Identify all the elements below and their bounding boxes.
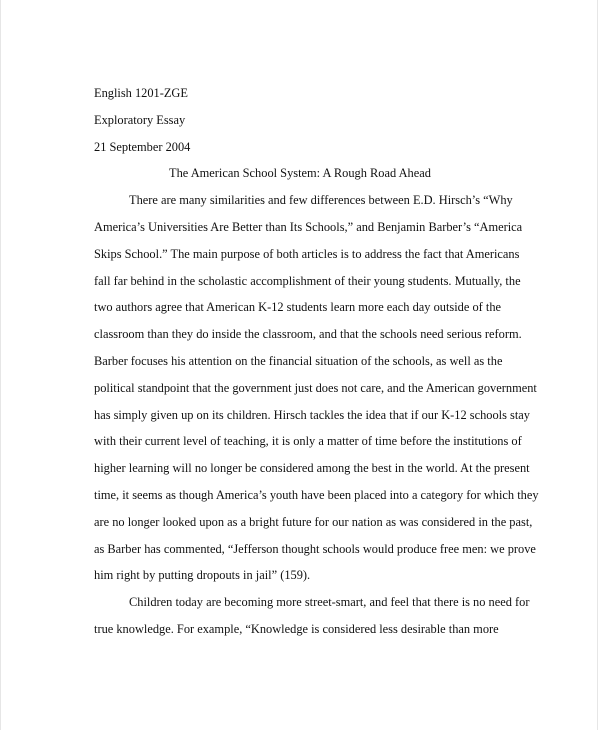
paragraph-line: two authors agree that American K-12 students learn more each day outside of the: [94, 300, 502, 315]
paragraph-line: as Barber has commented, “Jefferson thought schools would produce free men: we prove: [94, 541, 536, 556]
paragraph-line: There are many similarities and few differences between E.D. Hirsch’s “Why: [129, 193, 513, 208]
paragraph-line: has simply given up on its children. Hirsch tackles the idea that if our K-12 schools stay: [94, 407, 530, 422]
paragraph-2: [94, 589, 530, 643]
essay-title: The American School System: A Rough Road Ahead: [169, 166, 431, 181]
date-line: 21 September 2004: [94, 139, 191, 154]
paragraph-line: are no longer looked upon as a bright future for our nation as was considered in the past,: [94, 514, 533, 529]
assignment-line: Exploratory Essay: [94, 112, 186, 127]
course-line: English 1201-ZGE: [94, 86, 188, 100]
paragraph-line: fall far behind in the scholastic accomplishment of their young students. Mutually, the: [94, 273, 521, 288]
paragraph-line: Children today are becoming more street-smart, and feel that there is no need for: [129, 595, 530, 610]
document-body: [94, 80, 539, 643]
paragraph-line: him right by putting dropouts in jail” (159).: [94, 568, 311, 583]
paragraph-line: classroom than they do inside the classroom, and that the schools need serious reform.: [94, 327, 522, 342]
paragraph-line: time, it seems as though America’s youth have been placed into a category for which they: [94, 487, 539, 502]
paragraph-line: America’s Universities Are Better than Its Schools,” and Benjamin Barber’s “America: [94, 219, 523, 234]
paragraph-line: higher learning will no longer be considered among the best in the world. At the present: [94, 461, 530, 476]
paragraph-line: political standpoint that the government just does not care, and the American government: [94, 380, 537, 395]
paragraph-1: [94, 187, 539, 589]
paragraph-line: Skips School.” The main purpose of both articles is to address the fact that Americans: [94, 246, 520, 261]
paragraph-line: true knowledge. For example, “Knowledge is considered less desirable than more: [94, 621, 499, 636]
paragraph-line: with their current level of teaching, it is only a matter of time before the institutions of: [94, 434, 522, 449]
paragraph-line: Barber focuses his attention on the financial situation of the schools, as well as the: [94, 353, 503, 368]
